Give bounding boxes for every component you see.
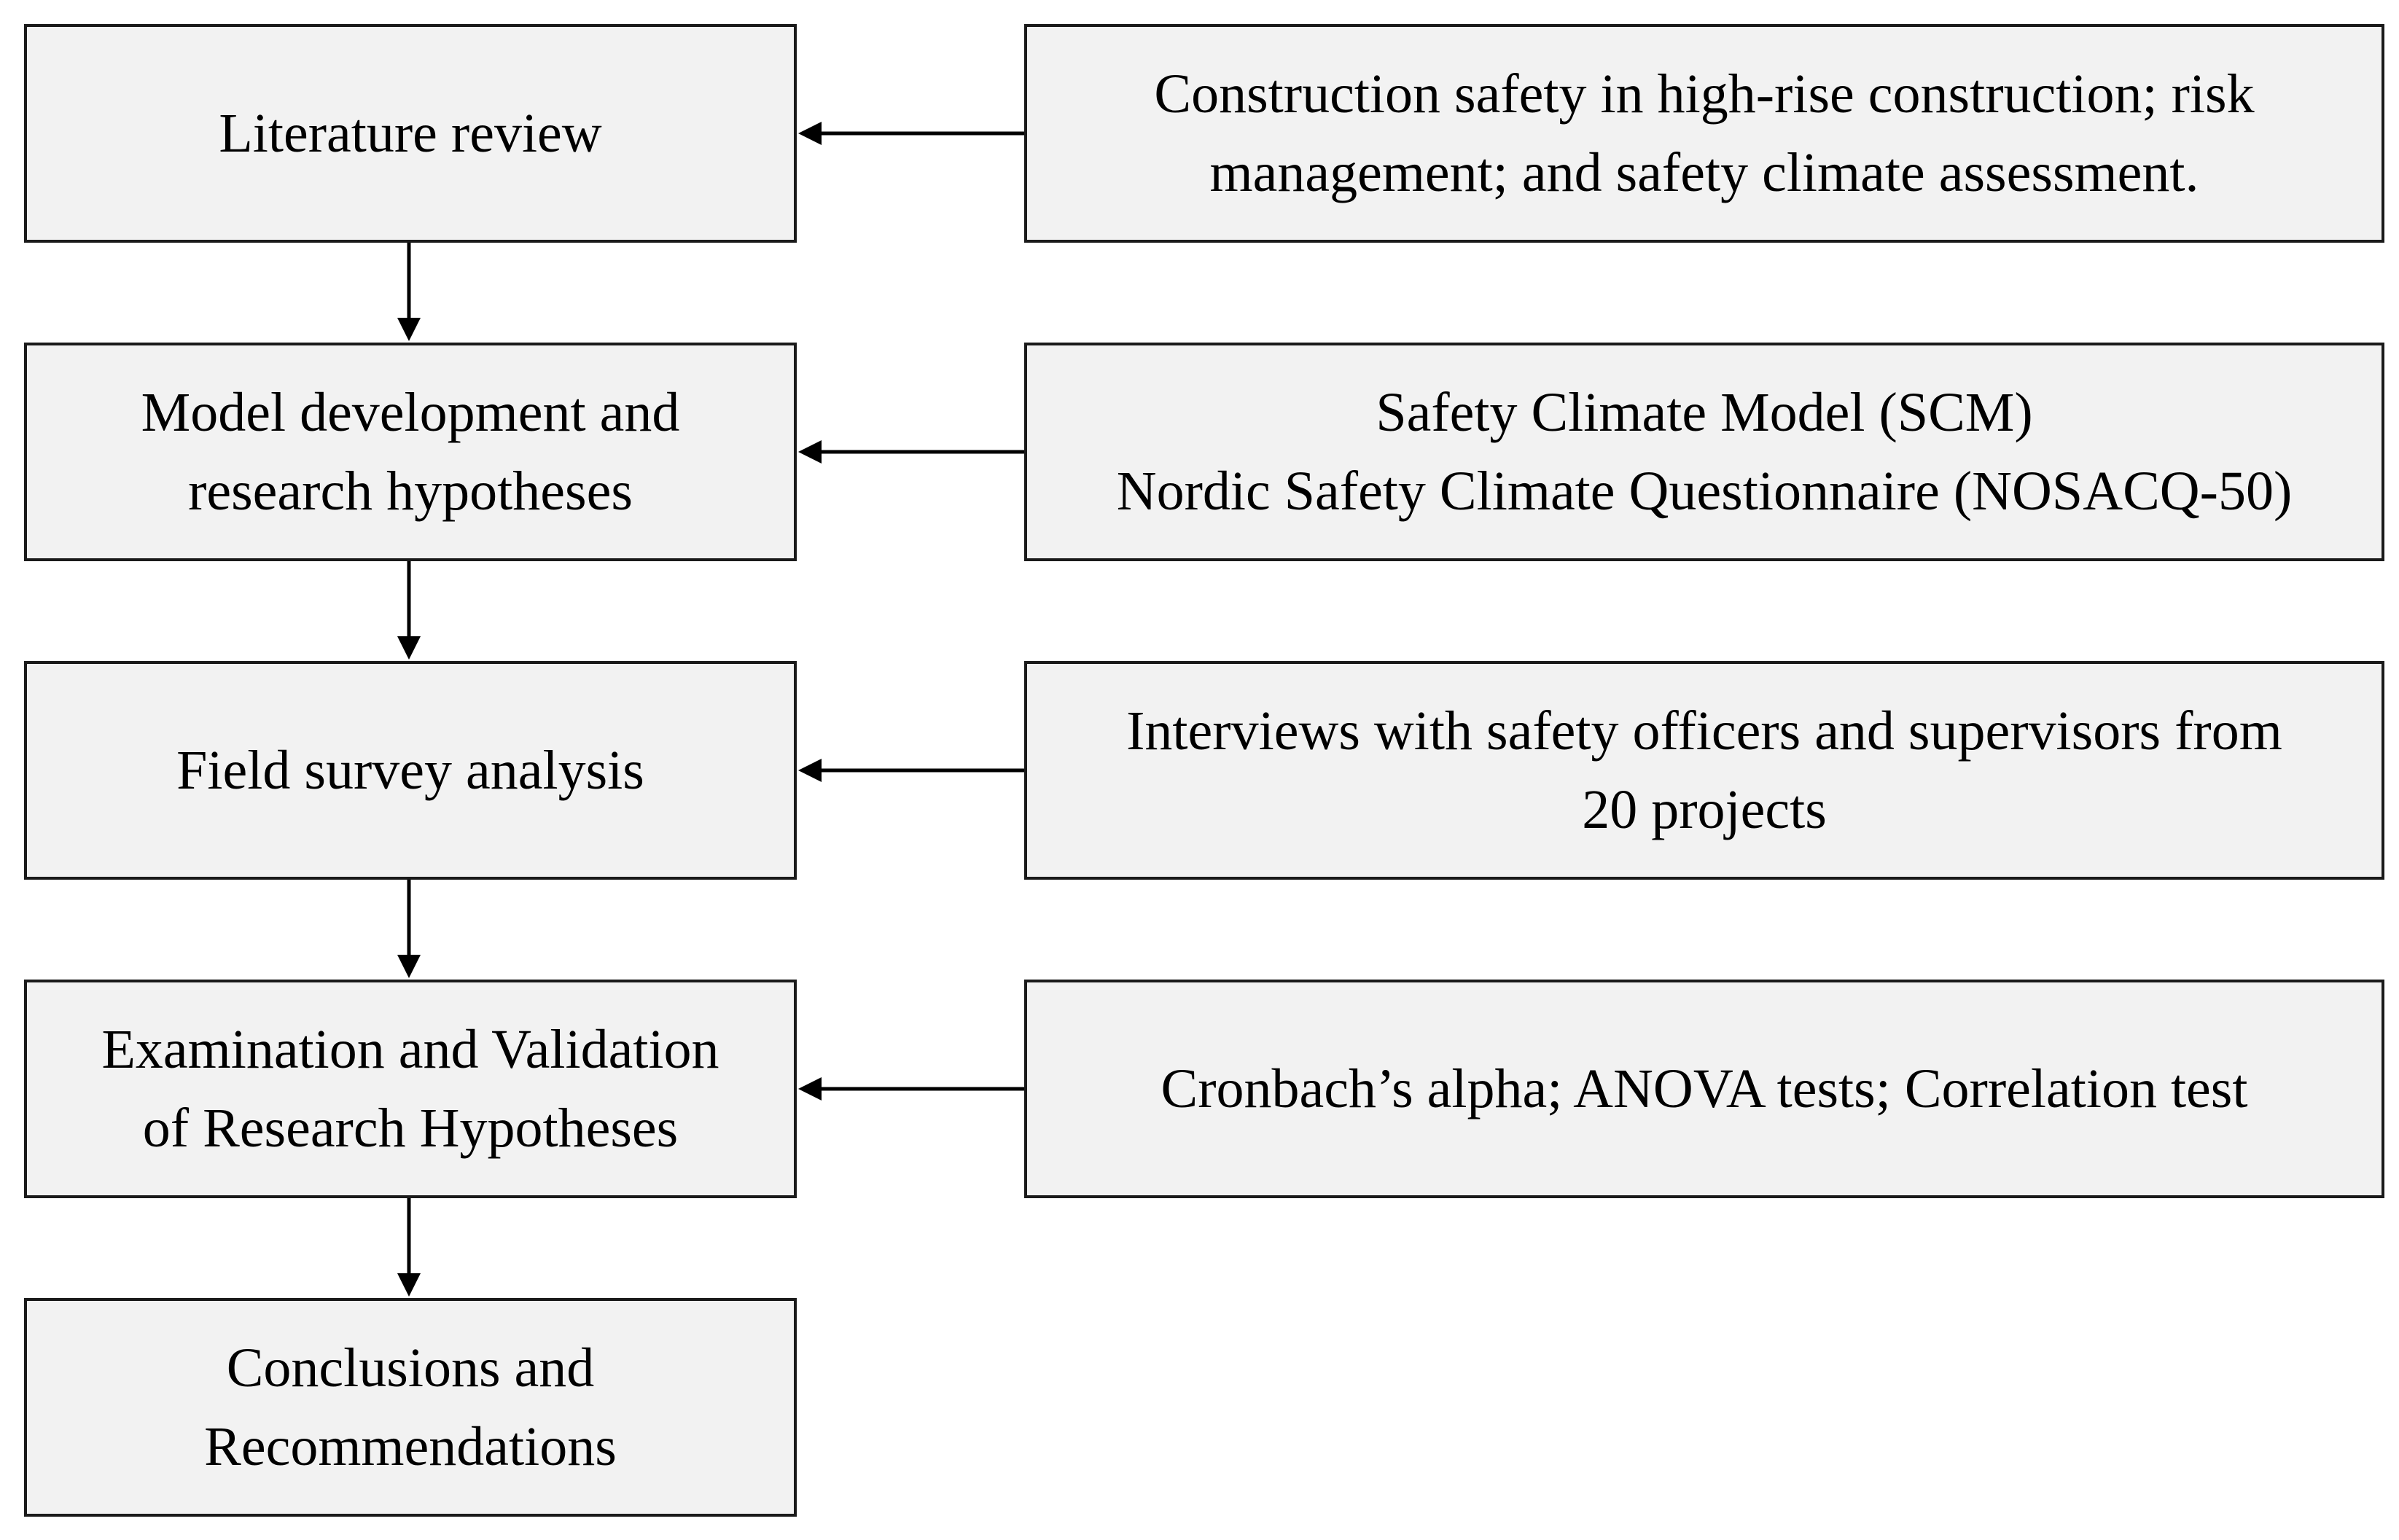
step-label-line: Conclusions and [226, 1337, 595, 1399]
input-label-line: management; and safety climate assessment. [1209, 142, 2199, 203]
step-label-line: Model development and [141, 382, 680, 443]
input-label-line: Interviews with safety officers and supervisors from [1126, 700, 2282, 762]
down-arrow [397, 561, 421, 660]
left-arrow [798, 759, 1024, 782]
input-label-line: Cronbach’s alpha; ANOVA tests; Correlation test [1161, 1058, 2248, 1119]
step-label-line: Field survey analysis [176, 740, 644, 801]
input-label-line: Construction safety in high-rise construction; risk [1154, 63, 2255, 125]
down-arrow [397, 880, 421, 978]
left-arrow [798, 122, 1024, 145]
down-arrow [397, 243, 421, 341]
step-label-line: research hypotheses [188, 461, 633, 522]
step-label-line: Literature review [219, 103, 602, 164]
down-arrow [397, 1198, 421, 1297]
step-label-line: Examination and Validation [101, 1019, 719, 1080]
input-label-line: Nordic Safety Climate Questionnaire (NOSACQ-50) [1116, 461, 2293, 522]
left-arrow [798, 1077, 1024, 1101]
input-label-line: Safety Climate Model (SCM) [1376, 382, 2033, 443]
step-label-line: of Research Hypotheses [142, 1098, 679, 1159]
step-label-line: Recommendations [204, 1416, 617, 1477]
left-arrow [798, 440, 1024, 464]
input-label-line: 20 projects [1582, 779, 1827, 840]
